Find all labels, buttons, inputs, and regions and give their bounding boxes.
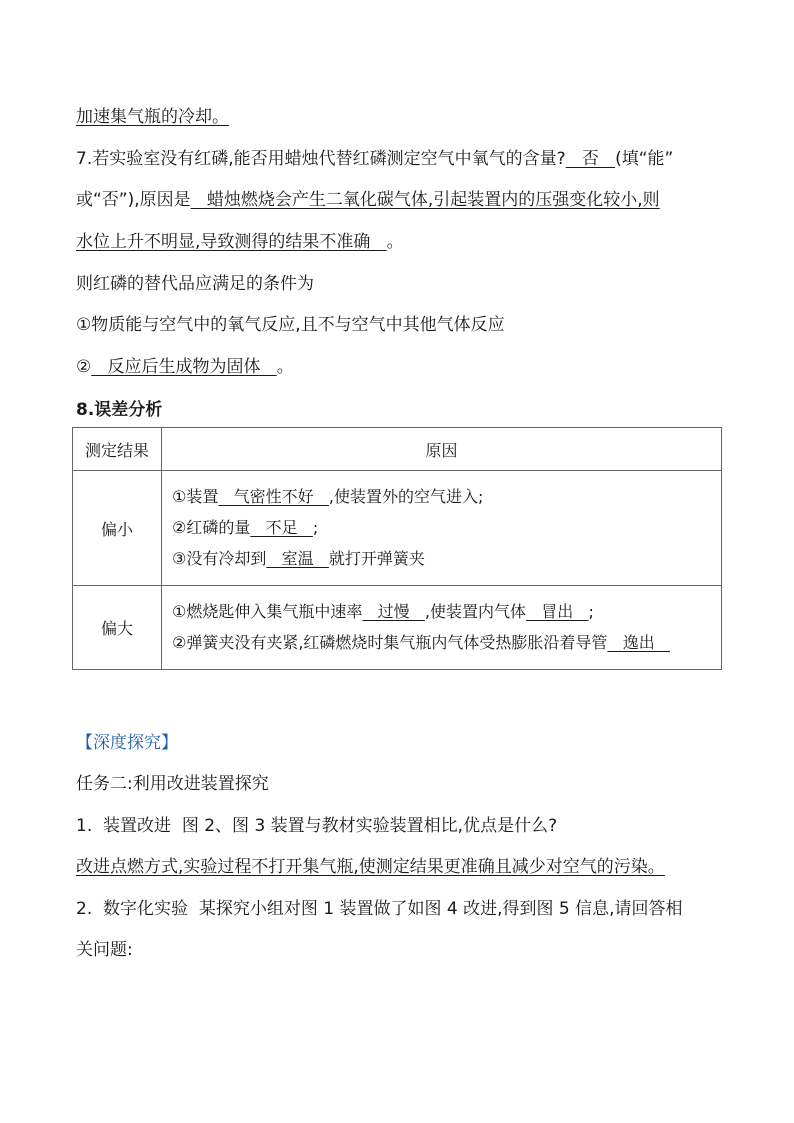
table-header: 测定结果 [73, 428, 162, 471]
reason-line [172, 517, 721, 539]
question-text: 7.若实验室没有红磷,能否用蜡烛代替红磷测定空气中氧气的含量? [76, 149, 566, 169]
section-8-title [76, 399, 162, 421]
answer-blank: 气密性不好 [218, 487, 329, 506]
reason-text: ,使装置内气体 [424, 602, 526, 621]
reason-text: ,使装置外的空气进入; [328, 487, 484, 506]
answer-blank: 室温 [266, 549, 329, 568]
answer-text: 加速集气瓶的冷却。 [76, 107, 229, 127]
question-text: 则红磷的替代品应满足的条件为 [76, 274, 314, 294]
deep-inquiry-title [76, 732, 178, 754]
punctuation: 。 [386, 232, 404, 252]
reason-text: ③没有冷却到 [172, 549, 267, 568]
answer-blank: 不足 [250, 518, 313, 537]
answer-text: 改进点燃方式,实验过程不打开集气瓶,使测定结果更准确且减少对空气的污染。 [76, 857, 665, 877]
reason-cell [162, 471, 722, 586]
question-2-line-1 [76, 898, 683, 920]
answer-blank: 逸出 [607, 633, 670, 652]
question-text: 或“否”),原因是 [76, 190, 191, 210]
error-analysis-table [72, 427, 722, 670]
answer-1 [76, 856, 665, 878]
answer-blank: 否 [565, 149, 616, 169]
condition-1 [76, 314, 505, 336]
question-text: ② [76, 357, 92, 377]
reason-line [172, 548, 721, 570]
reason-cell [162, 586, 722, 670]
section-heading: 8.误差分析 [76, 400, 163, 420]
reason-text: ; [588, 602, 594, 621]
answer-blank: 过慢 [362, 602, 425, 621]
punctuation: 。 [276, 357, 294, 377]
section-heading: 【深度探究】 [76, 733, 178, 753]
question-text: ①物质能与空气中的氧气反应,且不与空气中其他气体反应 [76, 315, 505, 335]
question-text: 2. 数字化实验 某探究小组对图 1 装置做了如图 4 改进,得到图 5 信息,请回答相 [76, 899, 683, 919]
reason-text: ②弹簧夹没有夹紧,红磷燃烧时集气瓶内气体受热膨胀沿着导管 [172, 633, 608, 652]
answer-blank: 反应后生成物为固体 [91, 357, 277, 377]
answer-blank: 水位上升不明显,导致测得的结果不准确 [76, 232, 387, 252]
reason-line [172, 601, 721, 623]
task-text: 任务二:利用改进装置探究 [76, 774, 269, 794]
reason-line [172, 486, 721, 508]
reason-text: ①燃烧匙伸入集气瓶中速率 [172, 602, 363, 621]
answer-blank: 蜡烛燃烧会产生二氧化碳气体,引起装置内的压强变化较小,则 [190, 190, 660, 210]
result-label: 偏小 [73, 471, 162, 586]
answer-blank: 冒出 [525, 602, 589, 621]
reason-line [172, 632, 712, 654]
text-line [76, 106, 229, 128]
task-line [76, 773, 269, 795]
reason-text: ①装置 [172, 487, 219, 506]
question-7-line-3 [76, 231, 404, 253]
question-text: 1. 装置改进 图 2、图 3 装置与教材实验装置相比,优点是什么? [76, 816, 558, 836]
question-7-line-2 [76, 189, 660, 211]
reason-text: 就打开弹簧夹 [328, 549, 425, 568]
table-header: 原因 [162, 428, 722, 471]
reason-text: ; [312, 518, 319, 537]
question-7-line-1 [76, 148, 673, 170]
question-text: (填“能” [615, 149, 674, 169]
question-text: 关问题: [76, 940, 133, 960]
table-row [73, 471, 722, 586]
table-header-row [73, 428, 722, 471]
question-7-line-4 [76, 273, 314, 295]
question-1 [76, 815, 557, 837]
question-2-line-2 [76, 939, 133, 961]
reason-text: ②红磷的量 [172, 518, 251, 537]
result-label: 偏大 [73, 586, 162, 670]
table-row [73, 586, 722, 670]
condition-2 [76, 356, 294, 378]
